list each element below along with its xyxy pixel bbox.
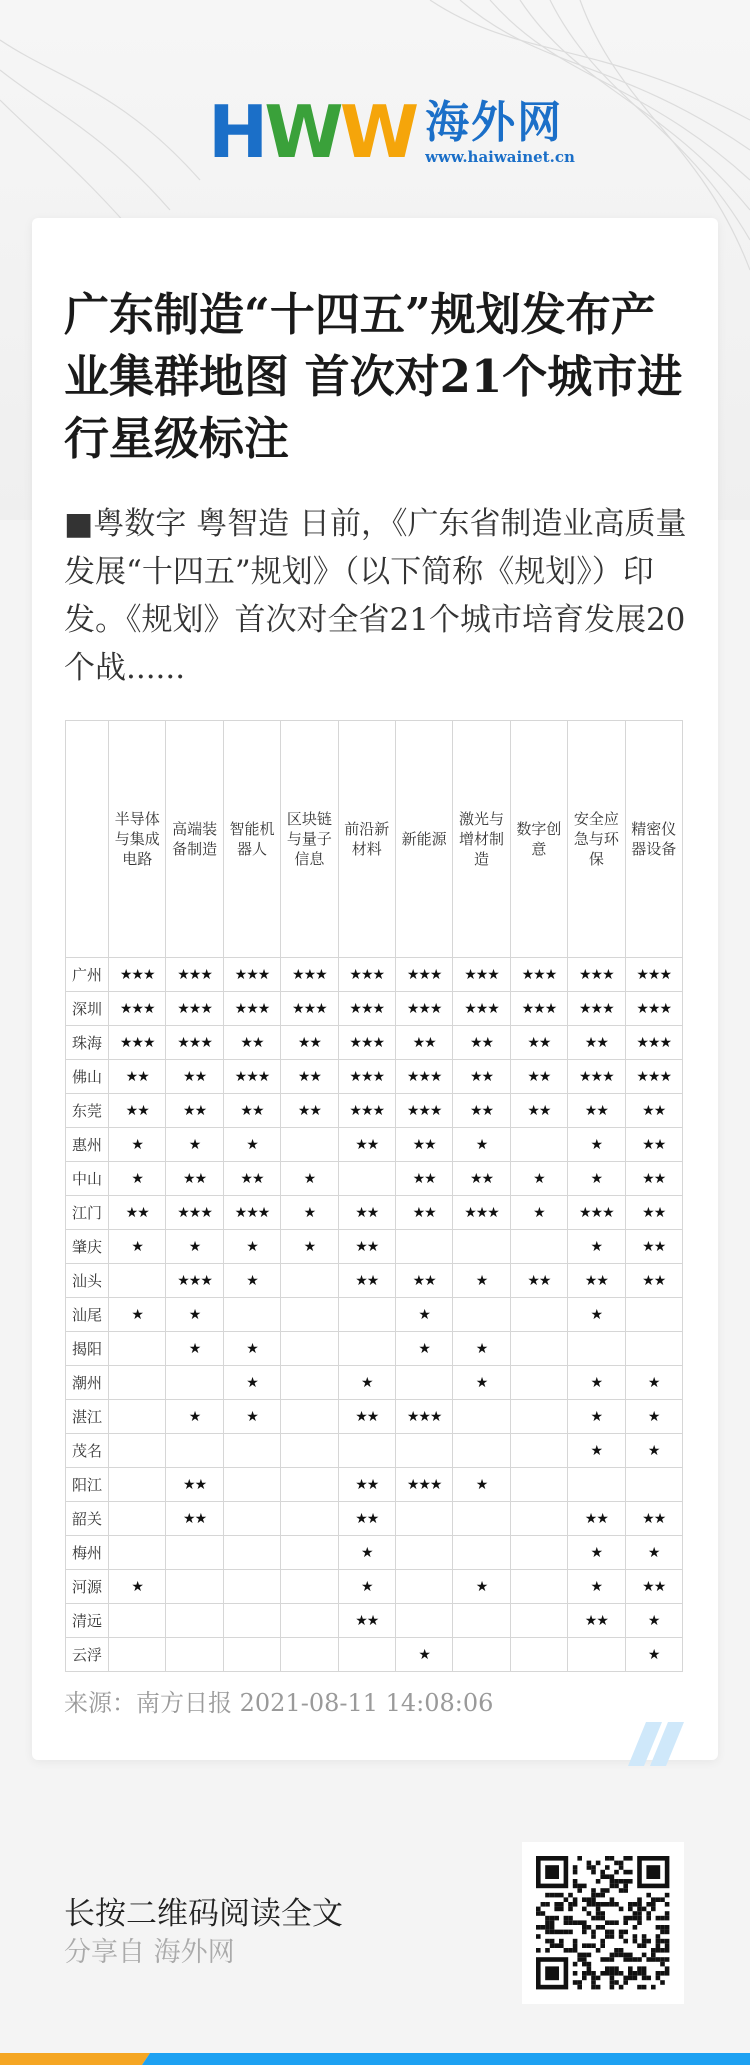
star-rating-cell — [510, 1468, 567, 1502]
star-rating-cell — [281, 1604, 338, 1638]
star-rating-cell: ★ — [568, 1230, 625, 1264]
star-rating-cell — [166, 1366, 223, 1400]
star-rating-cell: ★ — [453, 1128, 510, 1162]
star-rating-cell: ★ — [568, 1298, 625, 1332]
star-rating-cell: ★★ — [338, 1604, 395, 1638]
star-rating-cell — [395, 1604, 452, 1638]
star-rating-cell: ★ — [166, 1230, 223, 1264]
star-rating-cell: ★★★ — [395, 992, 452, 1026]
table-row — [66, 1366, 683, 1400]
star-rating-cell: ★ — [453, 1570, 510, 1604]
star-rating-cell: ★★★ — [395, 1468, 452, 1502]
star-rating-cell — [281, 1366, 338, 1400]
star-rating-cell: ★ — [625, 1604, 682, 1638]
star-rating-cell: ★ — [223, 1264, 280, 1298]
industry-cluster-table — [65, 720, 682, 1672]
star-rating-cell: ★★★ — [568, 1060, 625, 1094]
star-rating-cell: ★ — [338, 1536, 395, 1570]
star-rating-cell: ★★★ — [281, 958, 338, 992]
star-rating-cell — [510, 1604, 567, 1638]
star-rating-cell — [223, 1298, 280, 1332]
star-rating-cell: ★ — [625, 1638, 682, 1672]
logo-chinese-name: 海外网 — [425, 97, 564, 148]
star-rating-cell: ★★ — [338, 1400, 395, 1434]
star-rating-cell — [453, 1536, 510, 1570]
star-rating-cell: ★★★ — [166, 1196, 223, 1230]
star-rating-cell: ★★ — [338, 1264, 395, 1298]
table-row — [66, 992, 683, 1026]
column-header — [568, 721, 625, 958]
star-rating-cell: ★★★ — [625, 958, 682, 992]
column-header-label: 智能机器人 — [229, 820, 275, 858]
column-header-label: 前沿新材料 — [344, 820, 390, 858]
star-rating-cell: ★★ — [625, 1570, 682, 1604]
star-rating-cell — [109, 1638, 166, 1672]
star-rating-cell: ★★★ — [223, 958, 280, 992]
star-rating-cell: ★★ — [510, 1094, 567, 1128]
star-rating-cell: ★ — [510, 1162, 567, 1196]
star-rating-cell: ★★★ — [395, 1400, 452, 1434]
star-rating-cell: ★★ — [395, 1026, 452, 1060]
star-rating-cell: ★ — [568, 1162, 625, 1196]
star-rating-cell: ★★ — [338, 1468, 395, 1502]
star-rating-cell: ★★ — [109, 1094, 166, 1128]
star-rating-cell: ★ — [223, 1128, 280, 1162]
star-rating-cell — [510, 1570, 567, 1604]
star-rating-cell: ★★★ — [395, 958, 452, 992]
table-row — [66, 1332, 683, 1366]
star-rating-cell — [223, 1502, 280, 1536]
star-rating-cell: ★★★ — [223, 1060, 280, 1094]
star-rating-cell: ★★★ — [338, 1026, 395, 1060]
star-rating-cell: ★ — [625, 1400, 682, 1434]
star-rating-cell — [109, 1332, 166, 1366]
star-rating-cell: ★★ — [453, 1060, 510, 1094]
star-rating-cell — [281, 1638, 338, 1672]
star-rating-cell — [510, 1128, 567, 1162]
star-rating-cell: ★ — [625, 1434, 682, 1468]
star-rating-cell: ★★ — [568, 1502, 625, 1536]
star-rating-cell: ★ — [395, 1298, 452, 1332]
star-rating-cell: ★★★ — [166, 992, 223, 1026]
column-header — [338, 721, 395, 958]
city-name-cell: 阳江 — [66, 1468, 109, 1502]
star-rating-cell: ★★★ — [223, 1196, 280, 1230]
column-header-label: 安全应急与环保 — [573, 810, 619, 868]
star-rating-cell: ★ — [166, 1128, 223, 1162]
star-rating-cell: ★★★ — [166, 1026, 223, 1060]
star-rating-cell — [109, 1366, 166, 1400]
city-name-cell: 东莞 — [66, 1094, 109, 1128]
star-rating-cell — [166, 1638, 223, 1672]
star-rating-cell — [338, 1162, 395, 1196]
star-rating-cell: ★★ — [453, 1026, 510, 1060]
star-rating-cell: ★★★ — [568, 1196, 625, 1230]
column-header — [395, 721, 452, 958]
star-rating-cell: ★★ — [625, 1196, 682, 1230]
table-row — [66, 958, 683, 992]
column-header-label: 激光与增材制造 — [459, 810, 505, 868]
logo-letter-h: H — [208, 90, 265, 174]
column-header — [510, 721, 567, 958]
city-name-cell: 清远 — [66, 1604, 109, 1638]
star-rating-cell: ★★ — [568, 1604, 625, 1638]
star-rating-cell — [395, 1366, 452, 1400]
star-rating-cell: ★ — [223, 1400, 280, 1434]
star-rating-cell — [223, 1434, 280, 1468]
star-rating-cell — [166, 1604, 223, 1638]
star-rating-cell — [223, 1638, 280, 1672]
star-rating-cell — [510, 1434, 567, 1468]
star-rating-cell: ★ — [338, 1366, 395, 1400]
article-title: 广东制造“十四五”规划发布产业集群地图 首次对21个城市进行星级标注 — [64, 288, 683, 465]
article-intro: ■粤数字 粤智造 日前，《广东省制造业高质量发展“十四五”规划》（以下简称《规划》）印发。《规划》首次对全省21个城市培育发展20个战...... — [64, 506, 687, 686]
star-rating-cell — [510, 1230, 567, 1264]
logo-url: www.haiwainet.cn — [425, 148, 575, 166]
table-row — [66, 1026, 683, 1060]
star-rating-cell — [109, 1400, 166, 1434]
star-rating-cell: ★★ — [109, 1196, 166, 1230]
star-rating-cell: ★★ — [625, 1128, 682, 1162]
table-row — [66, 1298, 683, 1332]
star-rating-cell — [281, 1264, 338, 1298]
star-rating-cell: ★★★ — [338, 1094, 395, 1128]
table-header-row — [66, 721, 683, 958]
star-rating-cell: ★★★ — [109, 992, 166, 1026]
star-rating-cell: ★ — [568, 1536, 625, 1570]
star-rating-cell — [223, 1536, 280, 1570]
star-rating-cell: ★★★ — [223, 992, 280, 1026]
star-rating-cell — [510, 1332, 567, 1366]
table-row — [66, 1502, 683, 1536]
star-rating-cell: ★★ — [338, 1128, 395, 1162]
haiwainet-logo[interactable] — [208, 90, 575, 174]
star-rating-cell — [109, 1264, 166, 1298]
star-rating-cell: ★★ — [166, 1468, 223, 1502]
star-rating-cell: ★★ — [510, 1264, 567, 1298]
table-row — [66, 1230, 683, 1264]
star-rating-cell — [510, 1298, 567, 1332]
star-rating-cell — [453, 1400, 510, 1434]
star-rating-cell: ★★ — [625, 1264, 682, 1298]
logo-mark — [208, 90, 416, 174]
star-rating-cell: ★★ — [510, 1060, 567, 1094]
star-rating-cell: ★★ — [166, 1502, 223, 1536]
star-rating-cell: ★★ — [166, 1060, 223, 1094]
star-rating-cell — [109, 1604, 166, 1638]
star-rating-cell: ★★ — [338, 1196, 395, 1230]
star-rating-cell: ★ — [281, 1230, 338, 1264]
star-rating-cell: ★ — [109, 1298, 166, 1332]
star-rating-cell: ★★★ — [395, 1094, 452, 1128]
star-rating-cell — [281, 1400, 338, 1434]
star-rating-cell: ★★ — [625, 1162, 682, 1196]
star-rating-cell — [395, 1570, 452, 1604]
star-rating-cell: ★ — [281, 1162, 338, 1196]
star-rating-cell: ★ — [166, 1332, 223, 1366]
star-rating-cell — [281, 1536, 338, 1570]
star-rating-cell: ★ — [395, 1332, 452, 1366]
star-rating-cell: ★★ — [395, 1162, 452, 1196]
column-header-label: 数字创意 — [516, 820, 562, 858]
star-rating-cell: ★ — [109, 1162, 166, 1196]
table-row — [66, 1604, 683, 1638]
star-rating-cell: ★★★ — [109, 958, 166, 992]
star-rating-cell — [223, 1468, 280, 1502]
footer-title: 长按二维码阅读全文 — [64, 1896, 343, 1932]
quote-mark-icon — [628, 1722, 684, 1766]
table-row — [66, 1468, 683, 1502]
star-rating-cell: ★★ — [510, 1026, 567, 1060]
star-rating-cell: ★★ — [223, 1162, 280, 1196]
city-name-cell: 湛江 — [66, 1400, 109, 1434]
column-header — [453, 721, 510, 958]
table-row — [66, 1162, 683, 1196]
star-rating-cell — [510, 1536, 567, 1570]
star-rating-cell: ★★ — [109, 1060, 166, 1094]
star-rating-cell: ★ — [453, 1366, 510, 1400]
footer-subtitle: 分享自 海外网 — [64, 1937, 235, 1968]
star-rating-cell — [568, 1332, 625, 1366]
column-header — [625, 721, 682, 958]
star-rating-cell — [625, 1468, 682, 1502]
star-rating-cell: ★ — [568, 1570, 625, 1604]
star-rating-cell: ★★★ — [625, 1026, 682, 1060]
star-rating-cell — [568, 1638, 625, 1672]
star-rating-cell: ★★★ — [338, 992, 395, 1026]
star-rating-cell: ★ — [338, 1570, 395, 1604]
star-rating-cell: ★ — [453, 1468, 510, 1502]
column-header — [223, 721, 280, 958]
star-rating-cell: ★★ — [625, 1230, 682, 1264]
table-row — [66, 1434, 683, 1468]
star-rating-cell — [223, 1570, 280, 1604]
star-rating-cell: ★ — [109, 1570, 166, 1604]
city-name-cell: 肇庆 — [66, 1230, 109, 1264]
star-rating-cell: ★★★ — [166, 958, 223, 992]
table-row — [66, 1400, 683, 1434]
qr-code-image — [522, 1842, 684, 2004]
star-rating-cell — [166, 1570, 223, 1604]
star-rating-cell — [281, 1434, 338, 1468]
star-rating-cell: ★ — [281, 1196, 338, 1230]
star-rating-cell — [625, 1298, 682, 1332]
city-name-cell: 潮州 — [66, 1366, 109, 1400]
star-rating-cell — [453, 1638, 510, 1672]
city-name-cell: 汕头 — [66, 1264, 109, 1298]
column-header — [109, 721, 166, 958]
star-rating-cell: ★★★ — [338, 1060, 395, 1094]
star-rating-cell: ★ — [223, 1332, 280, 1366]
star-rating-cell: ★ — [166, 1400, 223, 1434]
city-name-cell: 深圳 — [66, 992, 109, 1026]
star-rating-cell — [281, 1332, 338, 1366]
star-rating-cell — [510, 1366, 567, 1400]
star-rating-cell: ★★ — [625, 1094, 682, 1128]
star-rating-cell: ★ — [625, 1536, 682, 1570]
column-header-label: 高端装备制造 — [172, 820, 218, 858]
star-rating-cell: ★★ — [395, 1264, 452, 1298]
star-rating-cell — [166, 1434, 223, 1468]
star-rating-cell: ★★ — [281, 1026, 338, 1060]
star-rating-cell — [109, 1468, 166, 1502]
star-rating-cell: ★ — [166, 1298, 223, 1332]
star-rating-cell — [109, 1434, 166, 1468]
star-rating-cell — [395, 1502, 452, 1536]
star-rating-cell — [453, 1434, 510, 1468]
star-rating-cell: ★ — [453, 1264, 510, 1298]
star-rating-cell: ★ — [625, 1366, 682, 1400]
star-rating-cell: ★ — [568, 1128, 625, 1162]
star-rating-cell: ★★ — [281, 1060, 338, 1094]
table-corner-cell — [66, 721, 109, 958]
star-rating-cell: ★ — [223, 1366, 280, 1400]
star-rating-cell: ★ — [568, 1366, 625, 1400]
city-name-cell: 揭阳 — [66, 1332, 109, 1366]
star-rating-cell: ★★ — [338, 1502, 395, 1536]
star-rating-cell: ★★★ — [453, 1196, 510, 1230]
star-rating-cell: ★★★ — [395, 1060, 452, 1094]
star-rating-cell: ★★ — [625, 1502, 682, 1536]
column-header — [166, 721, 223, 958]
star-rating-cell: ★★ — [395, 1196, 452, 1230]
star-rating-cell: ★★★ — [510, 992, 567, 1026]
star-rating-cell — [395, 1230, 452, 1264]
star-rating-cell: ★★★ — [281, 992, 338, 1026]
star-rating-cell: ★ — [453, 1332, 510, 1366]
star-rating-cell — [338, 1434, 395, 1468]
bottom-color-bar — [0, 2053, 750, 2065]
star-rating-cell — [510, 1502, 567, 1536]
qr-code[interactable] — [522, 1842, 684, 2004]
city-name-cell: 中山 — [66, 1162, 109, 1196]
star-rating-cell — [281, 1468, 338, 1502]
star-rating-cell — [281, 1570, 338, 1604]
star-rating-cell: ★★ — [223, 1026, 280, 1060]
star-rating-cell: ★★★ — [510, 958, 567, 992]
table-row — [66, 1128, 683, 1162]
star-rating-cell: ★★★ — [625, 992, 682, 1026]
city-name-cell: 河源 — [66, 1570, 109, 1604]
city-name-cell: 珠海 — [66, 1026, 109, 1060]
star-rating-cell: ★★ — [568, 1264, 625, 1298]
star-rating-cell — [338, 1298, 395, 1332]
star-rating-cell: ★★ — [166, 1162, 223, 1196]
article-source: 来源：南方日报 2021-08-11 14:08:06 — [64, 1689, 494, 1717]
star-rating-cell: ★★ — [395, 1128, 452, 1162]
star-rating-cell: ★★ — [166, 1094, 223, 1128]
star-rating-cell — [166, 1536, 223, 1570]
city-name-cell: 茂名 — [66, 1434, 109, 1468]
table-row — [66, 1094, 683, 1128]
city-name-cell: 云浮 — [66, 1638, 109, 1672]
city-name-cell: 汕尾 — [66, 1298, 109, 1332]
star-rating-cell: ★★ — [453, 1162, 510, 1196]
star-rating-cell: ★★ — [568, 1026, 625, 1060]
star-rating-cell — [395, 1536, 452, 1570]
star-rating-cell: ★★★ — [453, 958, 510, 992]
star-rating-cell — [338, 1332, 395, 1366]
table-row — [66, 1264, 683, 1298]
star-rating-cell: ★ — [568, 1434, 625, 1468]
star-rating-cell: ★★★ — [166, 1264, 223, 1298]
city-name-cell: 佛山 — [66, 1060, 109, 1094]
table-row — [66, 1196, 683, 1230]
star-rating-cell — [281, 1128, 338, 1162]
star-rating-cell — [453, 1604, 510, 1638]
star-rating-cell — [453, 1230, 510, 1264]
star-rating-cell — [510, 1400, 567, 1434]
star-rating-cell: ★★★ — [109, 1026, 166, 1060]
star-rating-cell — [109, 1502, 166, 1536]
star-rating-cell: ★★★ — [338, 958, 395, 992]
column-header-label: 区块链与量子信息 — [286, 810, 332, 868]
star-rating-cell — [453, 1502, 510, 1536]
column-header-label: 新能源 — [401, 830, 447, 848]
city-name-cell: 韶关 — [66, 1502, 109, 1536]
star-rating-cell: ★ — [395, 1638, 452, 1672]
city-name-cell: 广州 — [66, 958, 109, 992]
city-name-cell: 江门 — [66, 1196, 109, 1230]
star-rating-cell — [568, 1468, 625, 1502]
star-rating-cell — [281, 1298, 338, 1332]
star-rating-cell: ★ — [223, 1230, 280, 1264]
star-rating-cell: ★★ — [223, 1094, 280, 1128]
table-row — [66, 1536, 683, 1570]
table-row — [66, 1638, 683, 1672]
star-rating-cell — [510, 1638, 567, 1672]
city-name-cell: 惠州 — [66, 1128, 109, 1162]
city-name-cell: 梅州 — [66, 1536, 109, 1570]
star-rating-cell: ★ — [109, 1230, 166, 1264]
column-header — [281, 721, 338, 958]
star-rating-cell — [625, 1332, 682, 1366]
column-header-label: 半导体与集成电路 — [114, 810, 160, 868]
column-header-label: 精密仪器设备 — [631, 820, 677, 858]
logo-letter-w1: W — [264, 90, 340, 174]
star-rating-cell: ★★★ — [625, 1060, 682, 1094]
star-rating-cell: ★ — [109, 1128, 166, 1162]
star-rating-cell — [109, 1536, 166, 1570]
star-rating-cell: ★★★ — [453, 992, 510, 1026]
star-rating-cell: ★★ — [338, 1230, 395, 1264]
star-rating-cell — [453, 1298, 510, 1332]
star-rating-cell — [281, 1502, 338, 1536]
star-rating-cell: ★★ — [453, 1094, 510, 1128]
star-rating-cell — [338, 1638, 395, 1672]
star-rating-cell — [223, 1604, 280, 1638]
star-rating-cell: ★★ — [568, 1094, 625, 1128]
star-rating-cell: ★★★ — [568, 992, 625, 1026]
star-rating-cell: ★ — [510, 1196, 567, 1230]
star-rating-cell: ★★★ — [568, 958, 625, 992]
star-rating-cell: ★★ — [281, 1094, 338, 1128]
star-rating-cell — [395, 1434, 452, 1468]
logo-letter-w2: W — [339, 90, 416, 174]
table-row — [66, 1570, 683, 1604]
star-rating-cell: ★ — [568, 1400, 625, 1434]
table-row — [66, 1060, 683, 1094]
